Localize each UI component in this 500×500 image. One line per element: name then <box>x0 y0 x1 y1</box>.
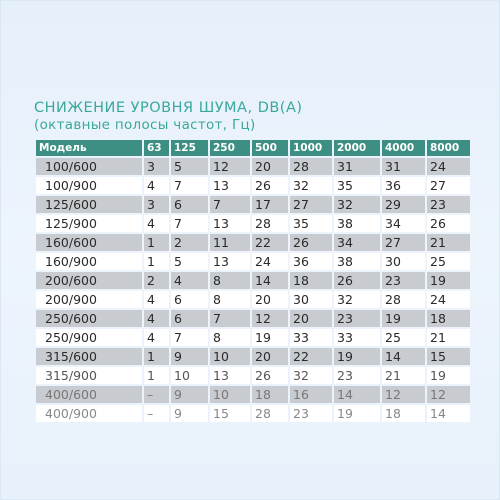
value-cell: 27 <box>290 196 332 213</box>
value-cell: 26 <box>290 234 332 251</box>
table-row <box>36 253 470 270</box>
column-header-1000: 1000 <box>290 140 332 156</box>
value-cell: 17 <box>252 196 288 213</box>
table-row <box>36 329 470 346</box>
value-cell: 12 <box>252 310 288 327</box>
column-header-500: 500 <box>252 140 288 156</box>
value-cell: 21 <box>427 234 470 251</box>
value-cell: 19 <box>252 329 288 346</box>
value-cell: 13 <box>210 177 250 194</box>
model-cell: 125/600 <box>36 196 142 213</box>
value-cell: 1 <box>144 348 169 365</box>
table-row <box>36 234 470 251</box>
value-cell: 14 <box>427 405 470 422</box>
value-cell: 28 <box>252 405 288 422</box>
value-cell: 8 <box>210 329 250 346</box>
table-subtitle: (октавные полосы частот, Гц) <box>34 117 256 133</box>
value-cell: 14 <box>382 348 425 365</box>
value-cell: 18 <box>252 386 288 403</box>
value-cell: 20 <box>252 291 288 308</box>
model-cell: 100/600 <box>36 158 142 175</box>
value-cell: 32 <box>334 291 380 308</box>
model-cell: 250/900 <box>36 329 142 346</box>
value-cell: 26 <box>334 272 380 289</box>
model-cell: 400/600 <box>36 386 142 403</box>
table-body <box>36 158 470 422</box>
column-header-2000: 2000 <box>334 140 380 156</box>
value-cell: 14 <box>252 272 288 289</box>
value-cell: 30 <box>382 253 425 270</box>
value-cell: 3 <box>144 158 169 175</box>
value-cell: 18 <box>427 310 470 327</box>
model-cell: 125/900 <box>36 215 142 232</box>
noise-reduction-table <box>34 138 472 424</box>
value-cell: 19 <box>382 310 425 327</box>
model-cell: 200/900 <box>36 291 142 308</box>
column-header-4000: 4000 <box>382 140 425 156</box>
value-cell: 20 <box>252 348 288 365</box>
value-cell: 13 <box>210 367 250 384</box>
column-header-250: 250 <box>210 140 250 156</box>
value-cell: 6 <box>171 310 208 327</box>
model-cell: 200/600 <box>36 272 142 289</box>
value-cell: 25 <box>382 329 425 346</box>
value-cell: 4 <box>144 329 169 346</box>
value-cell: 38 <box>334 215 380 232</box>
value-cell: 9 <box>171 348 208 365</box>
table-row <box>36 310 470 327</box>
value-cell: 6 <box>171 196 208 213</box>
table-row <box>36 291 470 308</box>
column-header-63: 63 <box>144 140 169 156</box>
value-cell: 20 <box>290 310 332 327</box>
value-cell: 24 <box>427 291 470 308</box>
value-cell: 8 <box>210 291 250 308</box>
value-cell: 18 <box>290 272 332 289</box>
value-cell: 15 <box>427 348 470 365</box>
table-row <box>36 177 470 194</box>
value-cell: 5 <box>171 253 208 270</box>
value-cell: 28 <box>382 291 425 308</box>
value-cell: 36 <box>382 177 425 194</box>
value-cell: 31 <box>382 158 425 175</box>
value-cell: 34 <box>334 234 380 251</box>
value-cell: 6 <box>171 291 208 308</box>
column-header-8000: 8000 <box>427 140 470 156</box>
value-cell: 28 <box>252 215 288 232</box>
value-cell: 32 <box>334 196 380 213</box>
value-cell: 10 <box>210 386 250 403</box>
value-cell: 2 <box>171 234 208 251</box>
value-cell: – <box>144 405 169 422</box>
value-cell: 9 <box>171 386 208 403</box>
value-cell: 26 <box>252 367 288 384</box>
value-cell: 20 <box>252 158 288 175</box>
value-cell: 21 <box>427 329 470 346</box>
value-cell: 24 <box>252 253 288 270</box>
column-header-model: Модель <box>36 140 142 156</box>
value-cell: 28 <box>290 158 332 175</box>
table-row <box>36 348 470 365</box>
value-cell: 1 <box>144 234 169 251</box>
value-cell: 22 <box>252 234 288 251</box>
model-cell: 160/600 <box>36 234 142 251</box>
value-cell: 7 <box>171 177 208 194</box>
value-cell: 7 <box>171 329 208 346</box>
value-cell: 23 <box>382 272 425 289</box>
value-cell: 4 <box>144 310 169 327</box>
value-cell: 8 <box>210 272 250 289</box>
value-cell: 33 <box>334 329 380 346</box>
value-cell: 4 <box>171 272 208 289</box>
value-cell: 16 <box>290 386 332 403</box>
table-row <box>36 196 470 213</box>
value-cell: 29 <box>382 196 425 213</box>
model-cell: 160/900 <box>36 253 142 270</box>
value-cell: 4 <box>144 177 169 194</box>
value-cell: 12 <box>210 158 250 175</box>
value-cell: 30 <box>290 291 332 308</box>
value-cell: 7 <box>210 310 250 327</box>
value-cell: 12 <box>427 386 470 403</box>
table-row <box>36 272 470 289</box>
value-cell: 22 <box>290 348 332 365</box>
model-cell: 100/900 <box>36 177 142 194</box>
value-cell: 7 <box>171 215 208 232</box>
value-cell: 15 <box>210 405 250 422</box>
value-cell: 26 <box>427 215 470 232</box>
value-cell: 31 <box>334 158 380 175</box>
value-cell: 5 <box>171 158 208 175</box>
value-cell: 7 <box>210 196 250 213</box>
value-cell: 23 <box>290 405 332 422</box>
column-header-125: 125 <box>171 140 208 156</box>
model-cell: 400/900 <box>36 405 142 422</box>
value-cell: 9 <box>171 405 208 422</box>
value-cell: 1 <box>144 367 169 384</box>
value-cell: 35 <box>290 215 332 232</box>
value-cell: 27 <box>427 177 470 194</box>
value-cell: 23 <box>334 310 380 327</box>
value-cell: 23 <box>427 196 470 213</box>
value-cell: 35 <box>334 177 380 194</box>
value-cell: 1 <box>144 253 169 270</box>
model-cell: 315/600 <box>36 348 142 365</box>
table-row <box>36 405 470 422</box>
value-cell: 24 <box>427 158 470 175</box>
value-cell: 38 <box>334 253 380 270</box>
value-cell: 27 <box>382 234 425 251</box>
value-cell: 4 <box>144 291 169 308</box>
value-cell: – <box>144 386 169 403</box>
value-cell: 19 <box>334 348 380 365</box>
value-cell: 10 <box>210 348 250 365</box>
value-cell: 2 <box>144 272 169 289</box>
value-cell: 25 <box>427 253 470 270</box>
value-cell: 33 <box>290 329 332 346</box>
value-cell: 34 <box>382 215 425 232</box>
value-cell: 26 <box>252 177 288 194</box>
value-cell: 13 <box>210 253 250 270</box>
value-cell: 32 <box>290 367 332 384</box>
value-cell: 3 <box>144 196 169 213</box>
value-cell: 14 <box>334 386 380 403</box>
model-cell: 250/600 <box>36 310 142 327</box>
value-cell: 36 <box>290 253 332 270</box>
value-cell: 13 <box>210 215 250 232</box>
value-cell: 10 <box>171 367 208 384</box>
table-row <box>36 386 470 403</box>
value-cell: 19 <box>427 367 470 384</box>
value-cell: 32 <box>290 177 332 194</box>
table-header-row <box>36 140 470 156</box>
value-cell: 19 <box>334 405 380 422</box>
table-row <box>36 367 470 384</box>
table-row <box>36 158 470 175</box>
table-title: СНИЖЕНИЕ УРОВНЯ ШУМА, DB(A) <box>34 100 303 116</box>
value-cell: 19 <box>427 272 470 289</box>
value-cell: 23 <box>334 367 380 384</box>
value-cell: 11 <box>210 234 250 251</box>
value-cell: 12 <box>382 386 425 403</box>
value-cell: 4 <box>144 215 169 232</box>
value-cell: 21 <box>382 367 425 384</box>
model-cell: 315/900 <box>36 367 142 384</box>
table-row <box>36 215 470 232</box>
value-cell: 18 <box>382 405 425 422</box>
